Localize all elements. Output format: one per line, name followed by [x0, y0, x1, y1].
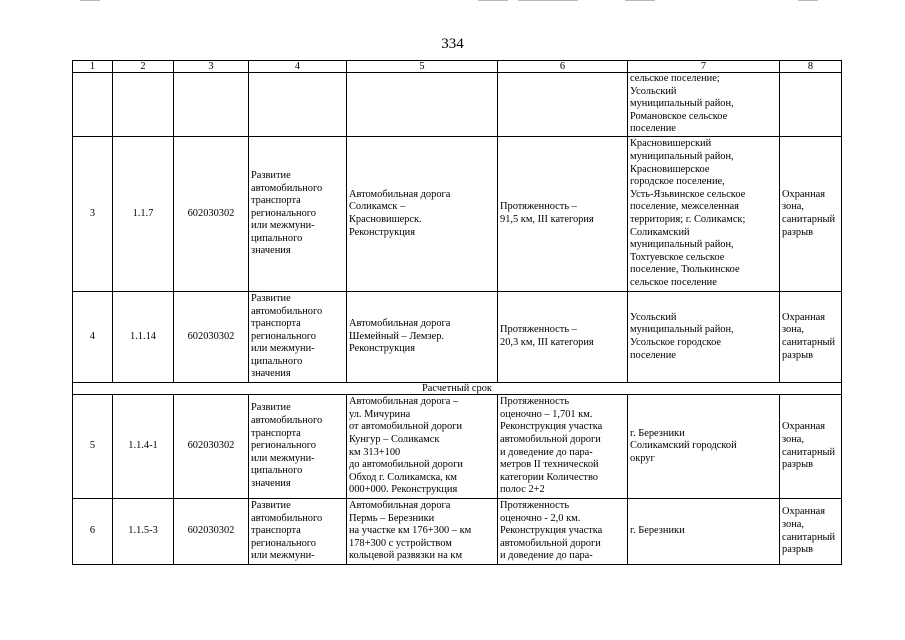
- column-header: 2: [113, 61, 174, 73]
- table-row: [73, 499, 842, 565]
- zone-cell: Охранная зона, санитарный разрыв: [780, 137, 842, 292]
- code-cell: 1.1.7: [113, 137, 174, 292]
- row-number-cell: 6: [73, 499, 113, 565]
- empty-cell: [249, 73, 347, 137]
- purpose-cell: Развитие автомобильного транспорта регионального или межмуни- ципального значения: [249, 292, 347, 383]
- purpose-cell: Развитие автомобильного транспорта регионального или межмуни- ципального значения: [249, 395, 347, 499]
- zone-cell: Охранная зона, санитарный разрыв: [780, 395, 842, 499]
- parameters-cell: Протяженность – 91,5 км, III категория: [498, 137, 628, 292]
- column-header: 4: [249, 61, 347, 73]
- kbk-cell: 602030302: [174, 292, 249, 383]
- scan-edge-line: [518, 0, 578, 1]
- page-number: 334: [441, 36, 464, 52]
- zone-cell: Охранная зона, санитарный разрыв: [780, 499, 842, 565]
- column-header: 7: [628, 61, 780, 73]
- period-label: Расчетный срок: [73, 383, 842, 395]
- column-header: 6: [498, 61, 628, 73]
- code-cell: 1.1.5-3: [113, 499, 174, 565]
- empty-cell: [113, 73, 174, 137]
- row-number-cell: 5: [73, 395, 113, 499]
- location-cell: г. Березники Соликамский городской округ: [628, 395, 780, 499]
- kbk-cell: 602030302: [174, 499, 249, 565]
- location-cell: Красновишерский муниципальный район, Красновишерское городское поселение, Усть-Язьвинское сельское поселение, межселенная территория; г. Соликамск; Соликамский муниципальный район, Тохтуевское сельское поселение, Тюлькинское сельское поселение: [628, 137, 780, 292]
- column-header: 5: [347, 61, 498, 73]
- table-row: [73, 292, 842, 383]
- parameters-cell: Протяженность – 20,3 км, III категория: [498, 292, 628, 383]
- kbk-cell: 602030302: [174, 137, 249, 292]
- location-cell: г. Березники: [628, 499, 780, 565]
- empty-cell: [498, 73, 628, 137]
- period-row: [73, 383, 842, 395]
- parameters-cell: Протяженность оценочно - 2,0 км. Реконструкция участка автомобильной дороги и доведение до пара-: [498, 499, 628, 565]
- scan-edge-line: [478, 0, 508, 1]
- table-row-continued: [73, 73, 842, 137]
- scan-edge-line: [798, 0, 818, 1]
- scan-edge-line: [625, 0, 655, 1]
- purpose-cell: Развитие автомобильного транспорта регионального или межмуни-: [249, 499, 347, 565]
- column-header: 8: [780, 61, 842, 73]
- object-cell: Автомобильная дорога – ул. Мичурина от автомобильной дороги Кунгур – Соликамск км 313+100 до автомобильной дороги Обход г. Соликамска, км 000+000. Реконструкция: [347, 395, 498, 499]
- object-cell: Автомобильная дорога Шемейный – Лемзер. Реконструкция: [347, 292, 498, 383]
- empty-cell: [73, 73, 113, 137]
- empty-cell: [347, 73, 498, 137]
- parameters-cell: Протяженность оценочно – 1,701 км. Реконструкция участка автомобильной дороги и доведение до пара- метров II технической категории Количество полос 2+2: [498, 395, 628, 499]
- location-cell: Усольский муниципальный район, Усольское городское поселение: [628, 292, 780, 383]
- column-number-row: [73, 61, 842, 73]
- column-header: 1: [73, 61, 113, 73]
- location-cell: сельское поселение; Усольский муниципальный район, Романовское сельское поселение: [628, 73, 780, 137]
- empty-cell: [780, 73, 842, 137]
- zone-cell: Охранная зона, санитарный разрыв: [780, 292, 842, 383]
- scan-edge-line: [80, 0, 100, 1]
- kbk-cell: 602030302: [174, 395, 249, 499]
- row-number-cell: 3: [73, 137, 113, 292]
- object-cell: Автомобильная дорога Пермь – Березники на участке км 176+300 – км 178+300 с устройством кольцевой развязки на км: [347, 499, 498, 565]
- code-cell: 1.1.14: [113, 292, 174, 383]
- column-header: 3: [174, 61, 249, 73]
- planning-table: [72, 60, 842, 565]
- table-row: [73, 137, 842, 292]
- purpose-cell: Развитие автомобильного транспорта регионального или межмуни- ципального значения: [249, 137, 347, 292]
- empty-cell: [174, 73, 249, 137]
- table-row: [73, 395, 842, 499]
- object-cell: Автомобильная дорога Соликамск – Красновишерск. Реконструкция: [347, 137, 498, 292]
- row-number-cell: 4: [73, 292, 113, 383]
- code-cell: 1.1.4-1: [113, 395, 174, 499]
